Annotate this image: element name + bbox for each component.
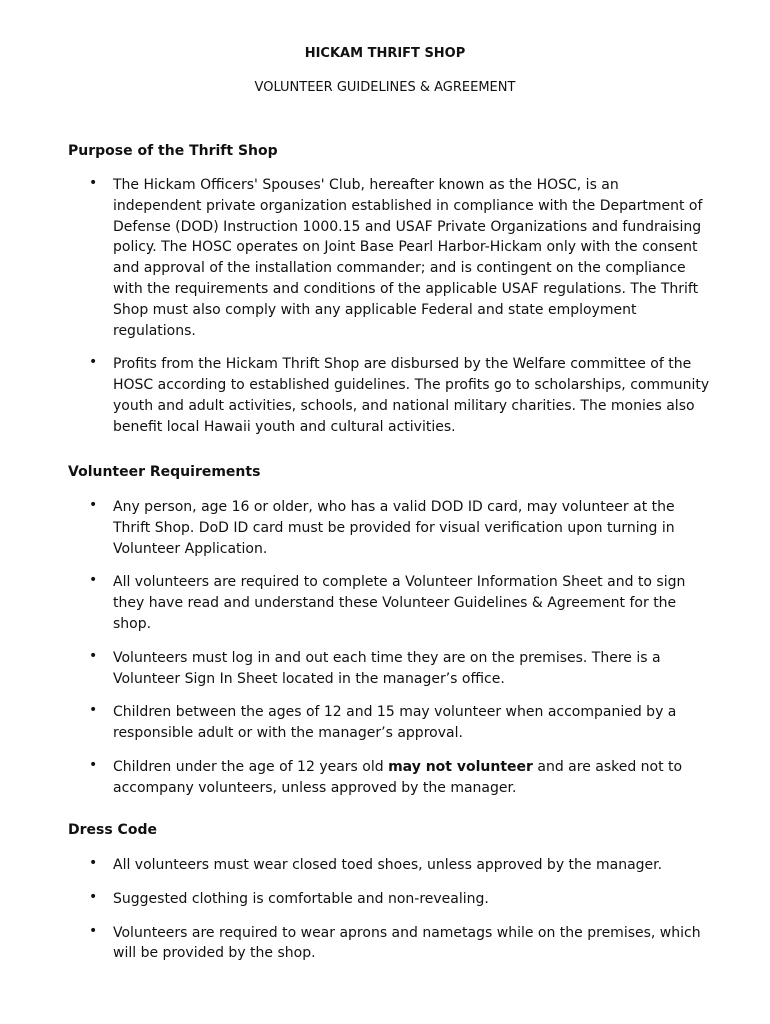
purpose-item-text: Profits from the Hickam Thrift Shop are disbursed by the Welfare committee of the HOSC according to established guidelines. The profits go to scholarships, community youth and adult activities, schools, and national military charities. The monies also benefit local Hawaii youth and cultural activities. (113, 356, 710, 435)
bullet-icon: • (89, 702, 98, 719)
requirements-item-emphasis: may not volunteer (388, 758, 533, 775)
list-item (0, 923, 770, 965)
bullet-icon: • (89, 855, 98, 871)
document-title: HICKAM THRIFT SHOP (304, 46, 466, 61)
requirements-list (0, 497, 770, 812)
list-item (0, 648, 770, 690)
bullet-icon: • (89, 354, 98, 371)
purpose-item-text: The Hickam Officers' Spouses' Club, hereafter known as the HOSC, is an independent private organization established in compliance with the Department of Defense (DOD) Instruction 1000.15 and USAF Private Organizations and fundraising policy. The HOSC operates on Joint Base Pearl Harbor-Hickam only with the consent and approval of the installation commander; and is contingent on the compliance with the requirements and conditions of the applicable USAF regulations. The Thrift Shop must also comply with any applicable Federal and state employment regulations. (113, 177, 703, 339)
list-item (0, 702, 770, 744)
list-item (0, 855, 770, 876)
purpose-heading: Purpose of the Thrift Shop (68, 143, 278, 159)
dress-code-item-text: Suggested clothing is comfortable and non-revealing. (113, 890, 489, 907)
bullet-icon: • (89, 572, 98, 589)
requirements-heading: Volunteer Requirements (68, 464, 261, 480)
requirements-item-text-after: and are asked not to accompany volunteers, unless approved by the manager. (113, 758, 683, 796)
list-item (0, 354, 770, 437)
requirements-item-text: Any person, age 16 or older, who has a valid DOD ID card, may volunteer at the Thrift Shop. DoD ID card must be provided for visual verification upon turning in Volunteer Application. (113, 499, 675, 557)
bullet-icon: • (89, 175, 98, 191)
bullet-icon: • (89, 647, 98, 664)
bullet-icon: • (89, 888, 98, 905)
requirements-item-text: Volunteers must log in and out each time they are on the premises. There is a Volunteer Sign In Sheet located in the manager’s office. (113, 649, 661, 687)
list-item (0, 572, 770, 634)
list-item (0, 889, 770, 910)
dress-code-item-text: Volunteers are required to wear aprons and nametags while on the premises, which will be provided by the shop. (113, 924, 701, 962)
list-item (0, 175, 770, 341)
list-item (0, 497, 770, 559)
requirements-item-text: Children between the ages of 12 and 15 may volunteer when accompanied by a responsible adult or with the manager’s approval. (113, 704, 677, 742)
dress-code-item-text: All volunteers must wear closed toed shoes, unless approved by the manager. (113, 857, 663, 873)
requirements-item-text-before: Children under the age of 12 years old (113, 758, 389, 775)
dress-code-heading: Dress Code (68, 822, 157, 838)
document-subtitle: VOLUNTEER GUIDELINES & AGREEMENT (254, 80, 516, 95)
bullet-icon: • (89, 922, 98, 939)
bullet-icon: • (89, 756, 98, 773)
bullet-icon: • (89, 497, 98, 513)
dress-code-list (0, 855, 770, 977)
purpose-list (0, 175, 770, 451)
requirements-item-text: All volunteers are required to complete a Volunteer Information Sheet and to sign they have read and understand these Volunteer Guidelines & Agreement for the shop. (113, 574, 686, 632)
list-item (0, 757, 770, 799)
